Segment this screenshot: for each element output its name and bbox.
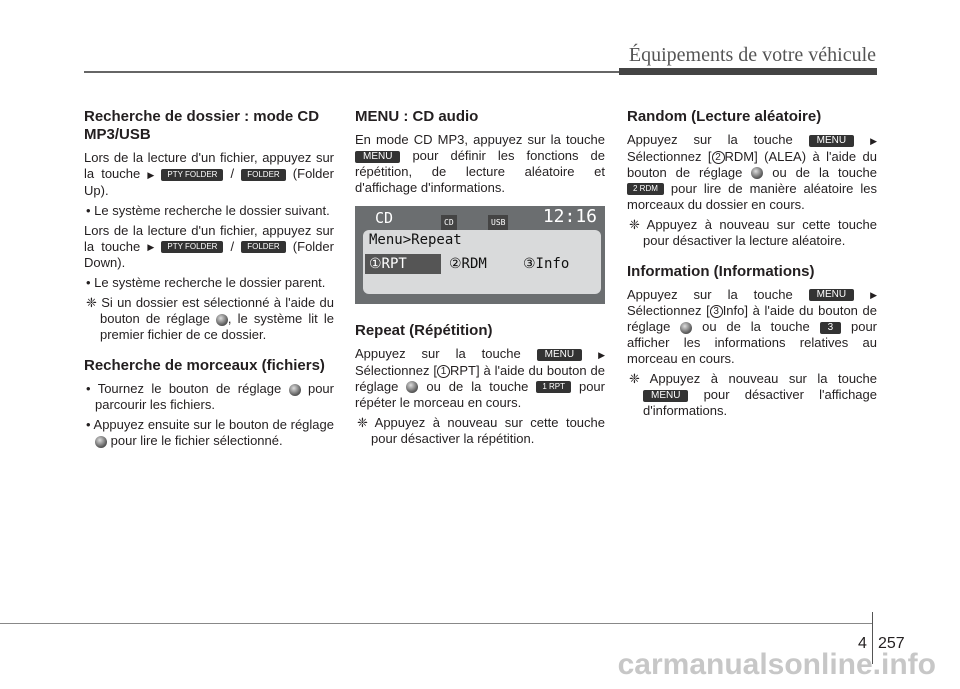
display-source-label: CD xyxy=(375,209,394,227)
note-random-off: ❈ Appuyez à nouveau sur cette touche pour désactiver la lecture aléatoire. xyxy=(629,216,877,248)
play-arrow-icon: ▶ xyxy=(870,290,877,301)
column-random-info xyxy=(627,108,877,423)
note-info-off: ❈ Appuyez à nouveau sur la touche MENU pour désactiver l'affichage d'informations. xyxy=(629,371,878,419)
play-arrow-icon: ▶ xyxy=(870,135,877,146)
page-number: 257 xyxy=(878,635,905,652)
menu-key[interactable]: MENU xyxy=(355,151,400,163)
para-random: Appuyez sur la touche MENU ▶ Sélectionnez [ 2 RDM] (ALEA) à l'aide du bouton de réglage ou de la touche 2 RDM pour lire de manière aléatoire les morceaux du dossier en cours. xyxy=(627,132,877,212)
rdm-key[interactable]: 2 RDM xyxy=(627,183,664,195)
rpt-key[interactable]: 1 RPT xyxy=(536,381,571,393)
bullet-press-knob: • Appuyez ensuite sur le bouton de réglage pour lire le fichier sélectionné. xyxy=(86,417,334,449)
display-cd-badge: CD xyxy=(441,215,457,231)
tune-knob-icon xyxy=(406,381,418,393)
display-menu-panel xyxy=(363,230,601,294)
menu-key[interactable]: MENU xyxy=(809,289,854,301)
column-folder-search xyxy=(84,108,334,453)
tune-knob-icon xyxy=(680,322,692,334)
folder-down-key[interactable]: FOLDER xyxy=(241,241,285,253)
footer-rule xyxy=(0,623,872,624)
header-bar xyxy=(619,68,877,75)
page-header-title: Équipements de votre véhicule xyxy=(628,44,876,66)
display-option-rpt: ①RPT xyxy=(369,256,407,272)
watermark: carmanualsonline.info xyxy=(617,648,936,681)
heading-repeat: Repeat (Répétition) xyxy=(355,322,493,339)
number-three-icon: 3 xyxy=(710,305,723,318)
heading-menu-cd-audio: MENU : CD audio xyxy=(355,108,479,125)
pty-folder-down-key[interactable]: PTY FOLDER xyxy=(161,241,223,253)
menu-key[interactable]: MENU xyxy=(537,349,582,361)
display-menu-path: Menu>Repeat xyxy=(369,232,462,248)
heading-track-search: Recherche de morceaux (fichiers) xyxy=(84,357,325,375)
display-usb-badge: USB xyxy=(488,215,508,231)
para-repeat: Appuyez sur la touche MENU ▶ Sélectionnez [ 1 RPT] à l'aide du bouton de réglage ou de la touche 1 RPT pour répéter le morceau en cours. xyxy=(355,346,605,410)
para-information: Appuyez sur la touche MENU ▶ Sélectionnez [ 3 Info] à l'aide du bouton de réglage ou de la touche 3 pour afficher les informations relatives au morceau en cours. xyxy=(627,286,878,367)
display-clock: 12:16 xyxy=(542,206,597,227)
bullet-next-folder: • Le système recherche le dossier suivant. xyxy=(86,202,330,218)
display-option-rdm: ②RDM xyxy=(449,256,487,272)
pty-folder-up-key[interactable]: PTY FOLDER xyxy=(161,169,223,181)
menu-key[interactable]: MENU xyxy=(809,135,854,147)
play-arrow-icon: ▶ xyxy=(598,349,605,360)
tune-knob-icon xyxy=(751,167,763,179)
tune-knob-icon xyxy=(95,436,107,448)
menu-key[interactable]: MENU xyxy=(643,390,688,402)
tune-knob-icon xyxy=(216,314,228,326)
header-rule xyxy=(84,71,619,73)
three-key[interactable]: 3 xyxy=(820,322,842,334)
heading-information: Information (Informations) xyxy=(627,262,815,280)
heading-random: Random (Lecture aléatoire) xyxy=(627,108,822,125)
para-menu-intro: En mode CD MP3, appuyez sur la touche MENU pour définir les fonctions de répétition, de lecture aléatoire et d'affichage d'informations. xyxy=(355,132,605,195)
head-unit-display xyxy=(355,206,605,304)
play-arrow-icon: ▶ xyxy=(147,169,155,180)
note-folder-select: ❈ Si un dossier est sélectionné à l'aide du bouton de réglage , le système lit le premier fichier de ce dossier. xyxy=(86,295,334,343)
chapter-number: 4 xyxy=(858,635,867,652)
tune-knob-icon xyxy=(289,384,301,396)
bullet-parent-folder: • Le système recherche le dossier parent. xyxy=(86,275,326,291)
note-repeat-off: ❈ Appuyez à nouveau sur cette touche pour désactiver la répétition. xyxy=(357,414,605,446)
bullet-turn-knob: • Tournez le bouton de réglage pour parcourir les fichiers. xyxy=(86,381,334,413)
folder-up-key[interactable]: FOLDER xyxy=(241,169,285,181)
number-two-icon: 2 xyxy=(712,151,725,164)
para-folder-down: Lors de la lecture d'un fichier, appuyez sur la touche ▶ PTY FOLDER / FOLDER (Folder Down). xyxy=(84,222,334,271)
display-option-info: ③Info xyxy=(523,256,570,272)
number-one-icon: 1 xyxy=(437,365,450,378)
heading-folder-search: Recherche de dossier : mode CD MP3/USB xyxy=(84,108,320,143)
play-arrow-icon: ▶ xyxy=(147,242,155,253)
column-menu-cd-audio xyxy=(355,108,605,451)
para-folder-up: Lors de la lecture d'un fichier, appuyez sur la touche ▶ PTY FOLDER / FOLDER (Folder Up). xyxy=(84,150,334,198)
